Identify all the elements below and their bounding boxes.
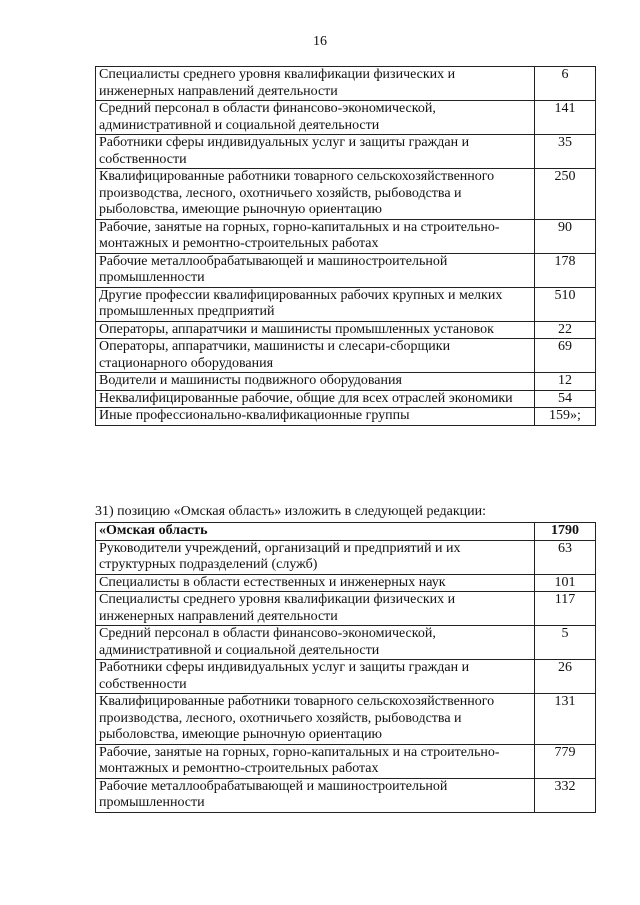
occupation-name-cell: Иные профессионально-квалификационные группы — [96, 408, 535, 426]
occupation-count-cell: 250 — [535, 169, 596, 220]
table-row — [96, 778, 596, 812]
occupation-name-cell: Работники сферы индивидуальных услуг и защиты граждан и собственности — [96, 660, 535, 694]
occupation-count-cell: 101 — [535, 574, 596, 592]
table-header-row — [96, 523, 596, 541]
occupation-name-cell: Работники сферы индивидуальных услуг и защиты граждан и собственности — [96, 135, 535, 169]
occupation-name-cell: Рабочие, занятые на горных, горно-капитальных и на строительно-монтажных и ремонтно-строительных работах — [96, 219, 535, 253]
occupation-name-cell: Руководители учреждений, организаций и предприятий и их структурных подразделений (служб) — [96, 540, 535, 574]
occupation-count-cell: 90 — [535, 219, 596, 253]
table-row — [96, 390, 596, 408]
table-row — [96, 408, 596, 426]
table-row — [96, 339, 596, 373]
occupation-count-cell: 117 — [535, 592, 596, 626]
occupation-name-cell: Средний персонал в области финансово-экономической, административной и социальной деятельности — [96, 101, 535, 135]
occupation-name-cell: Операторы, аппаратчики и машинисты промышленных установок — [96, 321, 535, 339]
occupation-count-cell: 69 — [535, 339, 596, 373]
table-row — [96, 592, 596, 626]
occupation-count-cell: 332 — [535, 778, 596, 812]
occupation-count-cell: 141 — [535, 101, 596, 135]
occupation-count-cell: 26 — [535, 660, 596, 694]
occupation-count-cell: 131 — [535, 694, 596, 745]
occupation-count-cell: 22 — [535, 321, 596, 339]
occupation-name-cell: Специалисты среднего уровня квалификации физических и инженерных направлений деятельности — [96, 67, 535, 101]
occupation-name-cell: Другие профессии квалифицированных рабочих крупных и мелких промышленных предприятий — [96, 287, 535, 321]
occupation-count-cell: 35 — [535, 135, 596, 169]
table-row — [96, 67, 596, 101]
occupation-count-cell: 63 — [535, 540, 596, 574]
occupation-name-cell: Неквалифицированные рабочие, общие для всех отраслей экономики — [96, 390, 535, 408]
table-row — [96, 744, 596, 778]
occupation-name-cell: Водители и машинисты подвижного оборудования — [96, 373, 535, 391]
occupation-count-cell: 5 — [535, 626, 596, 660]
table-row — [96, 626, 596, 660]
table-row — [96, 135, 596, 169]
region-total-cell: 1790 — [535, 523, 596, 541]
table-row — [96, 694, 596, 745]
occupation-name-cell: Специалисты в области естественных и инженерных наук — [96, 574, 535, 592]
occupation-name-cell: Рабочие, занятые на горных, горно-капитальных и на строительно-монтажных и ремонтно-строительных работах — [96, 744, 535, 778]
occupation-table-previous-region — [95, 66, 596, 426]
occupation-name-cell: Квалифицированные работники товарного сельскохозяйственного производства, лесного, охотничьего хозяйств, рыбоводства и рыболовства, имеющие рыночную ориентацию — [96, 694, 535, 745]
occupation-name-cell: Специалисты среднего уровня квалификации физических и инженерных направлений деятельности — [96, 592, 535, 626]
page-number: 16 — [313, 34, 327, 49]
region-name-cell: «Омская область — [96, 523, 535, 541]
occupation-count-cell: 54 — [535, 390, 596, 408]
amendment-intro-text: 31) позицию «Омская область» изложить в следующей редакции: — [95, 504, 487, 519]
table-row — [96, 287, 596, 321]
table-row — [96, 101, 596, 135]
table-row — [96, 169, 596, 220]
occupation-name-cell: Средний персонал в области финансово-экономической, административной и социальной деятельности — [96, 626, 535, 660]
table-row — [96, 253, 596, 287]
occupation-name-cell: Рабочие металлообрабатывающей и машиностроительной промышленности — [96, 778, 535, 812]
occupation-table-omsk-region — [95, 522, 596, 813]
occupation-name-cell: Квалифицированные работники товарного сельскохозяйственного производства, лесного, охотничьего хозяйств, рыбоводства и рыболовства, имеющие рыночную ориентацию — [96, 169, 535, 220]
occupation-count-cell: 779 — [535, 744, 596, 778]
occupation-count-cell: 12 — [535, 373, 596, 391]
occupation-count-cell: 6 — [535, 67, 596, 101]
occupation-count-cell: 159»; — [535, 408, 596, 426]
table-row — [96, 574, 596, 592]
occupation-name-cell: Рабочие металлообрабатывающей и машиностроительной промышленности — [96, 253, 535, 287]
table-row — [96, 321, 596, 339]
table-row — [96, 660, 596, 694]
occupation-name-cell: Операторы, аппаратчики, машинисты и слесари-сборщики стационарного оборудования — [96, 339, 535, 373]
table-row — [96, 540, 596, 574]
occupation-count-cell: 178 — [535, 253, 596, 287]
table-row — [96, 219, 596, 253]
occupation-count-cell: 510 — [535, 287, 596, 321]
table-row — [96, 373, 596, 391]
